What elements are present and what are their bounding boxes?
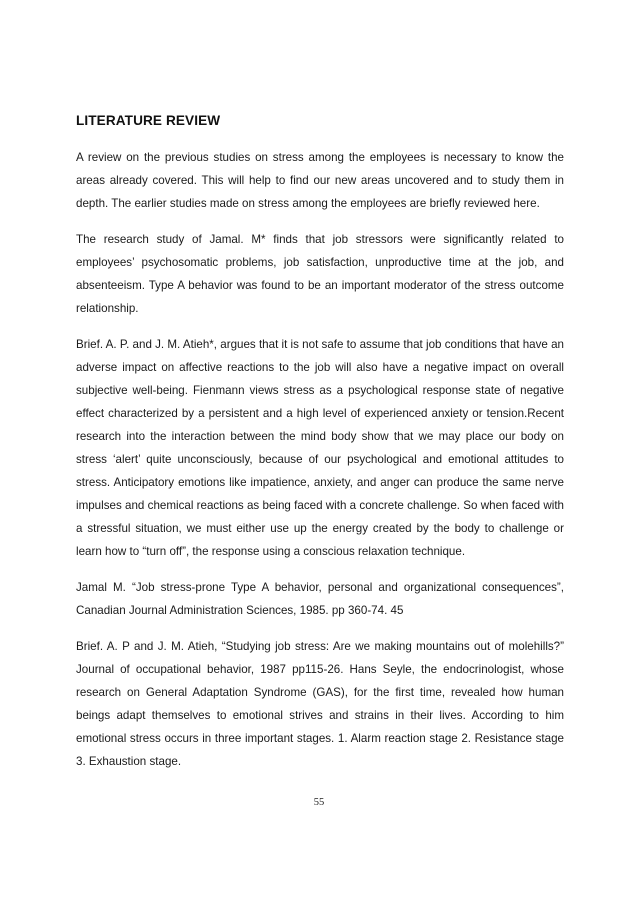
page-number: 55 <box>313 797 325 808</box>
paragraph-brief-atieh: Brief. A. P. and J. M. Atieh*, argues that it is not safe to assume that job conditions that have an adverse impact on affective reactions to the job will also have a negative impact on overall subjective well-being. Fienmann views stress as a psychological response state of negative effect characterized by a persistent and a high level of experienced anxiety or tension.Recent research into the interaction between the mind body show that we may place our body on stress ‘alert’ quite unconsciously, because of our psychological and emotional attitudes to stress. Anticipatory emotions like impatience, anxiety, and anger can produce the same nerve impulses and chemical reactions as being faced with a concrete challenge. So when faced with a stressful situation, we must either use up the energy created by the body to challenge or learn how to “turn off”, the response using a conscious relaxation technique. <box>76 338 564 558</box>
paragraph-jamal-reference: Jamal M. “Job stress-prone Type A behavior, personal and organizational consequences”, Canadian Journal Administration Sciences, 1985. pp 360-74. 45 <box>76 581 564 617</box>
section-heading: LITERATURE REVIEW <box>76 113 221 128</box>
body-text <box>76 146 564 786</box>
paragraph-jamal-study: The research study of Jamal. M* finds that job stressors were significantly related to employees’ psychosomatic problems, job satisfaction, unproductive time at the job, and absenteeism. Type A behavior was found to be an important moderator of the stress outcome relationship. <box>76 233 564 315</box>
paragraph-intro: A review on the previous studies on stress among the employees is necessary to know the areas already covered. This will help to find our new areas uncovered and to study them in depth. The earlier studies made on stress among the employees are briefly reviewed here. <box>76 151 564 210</box>
paragraph-brief-reference: Brief. A. P and J. M. Atieh, “Studying job stress: Are we making mountains out of molehills?” Journal of occupational behavior, 1987 pp115-26. Hans Seyle, the endocrinologist, whose research on General Adaptation Syndrome (GAS), for the first time, revealed how human beings adapt themselves to emotional strives and strains in their lives. According to him emotional stress occurs in three important stages. 1. Alarm reaction stage 2. Resistance stage 3. Exhaustion stage. <box>76 640 564 768</box>
